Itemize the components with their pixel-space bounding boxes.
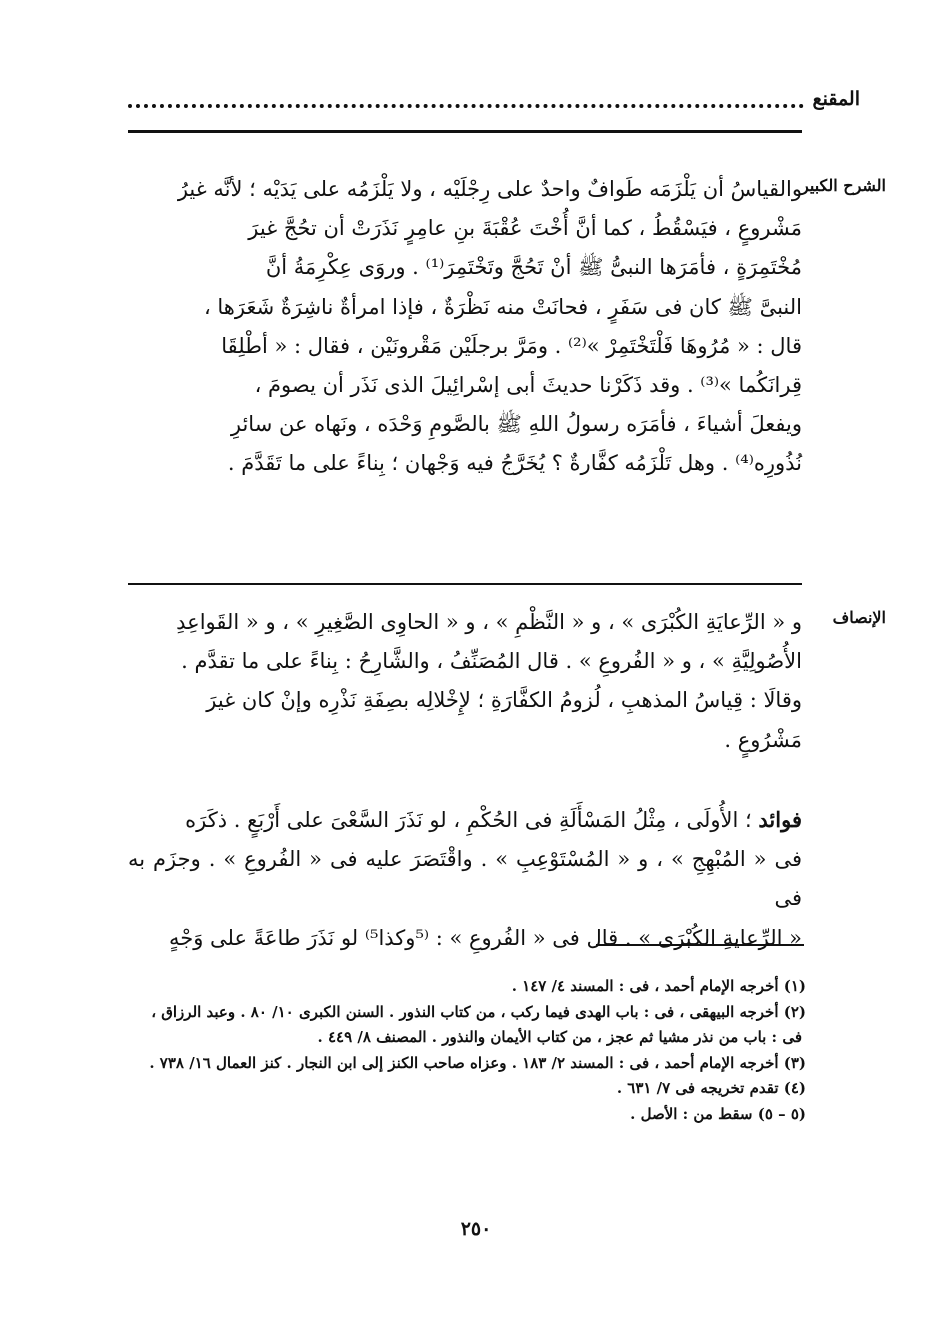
sharh-text-block bbox=[128, 170, 802, 484]
header-dotted-line bbox=[128, 104, 804, 108]
footnote: (١) أخرجه الإمام أحمد ، فى : المسند ٤/ ١٤٧ . bbox=[511, 977, 806, 995]
fawaid-line: ؛ الأُولَى ، مِثْلُ المَسْأَلَةِ فى الحُكْمِ ، لو نَذَرَ السَّعْىَ على أَرْبَعٍ . ذكَرَه bbox=[185, 808, 759, 832]
fawaid-keyword: فوائد bbox=[758, 807, 802, 832]
sharh-line: قِرانَكُما »⁽³⁾ . وقد ذَكَرْنا حديثَ أبى إسْرائِيلَ الذى نَذَر أن يصومَ ، bbox=[254, 373, 802, 398]
insaf-line: و « الرِّعايَةِ الكُبْرَى » ، و « النَّظْمِ » ، و « الحاوِى الصَّغِيرِ » ، و « القَواعِدِ bbox=[176, 610, 802, 634]
footnote: (٥ – ٥) سقط من : الأصل . bbox=[630, 1104, 806, 1123]
sharh-section-label: الشرح الكبير bbox=[801, 176, 886, 195]
footnote: (٣) أخرجه الإمام أحمد ، فى : المسند ٢/ ١٨٣ . وعزاه صاحب الكنز إلى ابن النجار . كنز العمال ١٦/ ٧٣٨ . bbox=[149, 1053, 806, 1072]
running-header-title: المقنع bbox=[812, 88, 860, 110]
insaf-line: الأُصُولِيَّةِ » ، و « الفُروعِ » . قال المُصَنِّفُ ، والشَّارِحُ : بِناءً على ما تقدَّم . bbox=[181, 649, 802, 674]
fawaid-line-first bbox=[128, 800, 802, 840]
insaf-line: مَشْرُوعٍ . bbox=[724, 727, 802, 752]
sharh-line: نُذُورِه⁽⁴⁾ . وهل تَلْزَمُه كفَّارةٌ ؟ يُخَرَّجُ فيه وَجْهان ؛ بِناءً على ما تَقَدَّمَ . bbox=[227, 451, 802, 476]
sharh-line: قال : « مُرُوهَا فَلْتَخْتَمِرْ »⁽²⁾ . ومَرَّ برجلَيْن مَقْرونَيْن ، فقال : « أطْلِقَا bbox=[221, 333, 802, 358]
fawaid-line: فى « المُبْهِجِ » ، و « المُسْتَوْعِبِ » . واقْتَصَرَ عليه فى « الفُروعِ » . وجزَم به فى bbox=[128, 847, 802, 911]
footnote-continuation: فى : باب من نذر مشيا ثم عجز ، من كتاب الأيمان والنذور . المصنف ٨/ ٤٤٩ . bbox=[317, 1028, 802, 1047]
footnote: (٢) أخرجه البيهقى ، فى : باب الهدى فيما ركب ، من كتاب النذور . السنن الكبرى ١٠/ ٨٠ . وعبد الرزاق ، bbox=[151, 1002, 806, 1021]
header-rule bbox=[128, 130, 802, 133]
sharh-line: مَشْروعٍ ، فيَسْقُطُ ، كما أنَّ أُخْتَ عُقْبَةَ بنِ عامِرٍ نَذَرَتْ أن تحُجَّ غيرَ bbox=[248, 216, 802, 241]
sharh-line: ويفعلَ أشياءَ ، فأمَرَه رسولُ اللهِ ﷺ بالصَّومِ وَحْدَه ، ونَهاه عن سائرِ bbox=[230, 412, 802, 437]
sharh-line: النبىَّ ﷺ كان فى سَفَرٍ ، فحانَتْ منه نَظْرَةٌ ، فإذا امرأةٌ ناشِرَةٌ شَعَرَها ، bbox=[203, 294, 802, 319]
insaf-text-block bbox=[128, 603, 802, 760]
footnote: (٤) تقدم تخريجه فى ٧/ ٦٣١ . bbox=[616, 1079, 806, 1098]
page-number: ٢٥٠ bbox=[460, 1218, 492, 1240]
footnote-separator bbox=[596, 944, 804, 946]
insaf-section-label: الإنصاف bbox=[832, 608, 886, 627]
sharh-line: مُخْتَمِرَةٍ ، فأمَرَها النبىُّ ﷺ أنْ تَحُجَّ وتَخْتَمِرَ⁽¹⁾ . وروَى عِكْرِمَةُ أنَّ bbox=[265, 255, 802, 280]
sharh-line: والقياسُ أن يَلْزَمَه طَوافٌ واحدٌ على رِجْلَيْه ، ولا يَلْزَمُه على يَدَيْه ؛ لأنَّه غيرُ bbox=[177, 177, 802, 201]
fawaid-text-block bbox=[128, 800, 802, 958]
insaf-line: وقالَا : قِياسُ المذهبِ ، لُزومُ الكفَّارَةِ ؛ لإِخْلالِه بصِفَةِ نَذْرِه وإنْ كان غيرَ bbox=[206, 688, 802, 713]
footnotes bbox=[128, 974, 806, 1128]
fawaid-line: « الرِّعايةِ الكُبْرَى » . قال فى « الفُروعِ » : ⁽⁵وكذا⁵⁾ لو نَذَرَ طاعَةً على وَجْهٍ bbox=[168, 925, 802, 950]
section-divider bbox=[128, 583, 802, 585]
